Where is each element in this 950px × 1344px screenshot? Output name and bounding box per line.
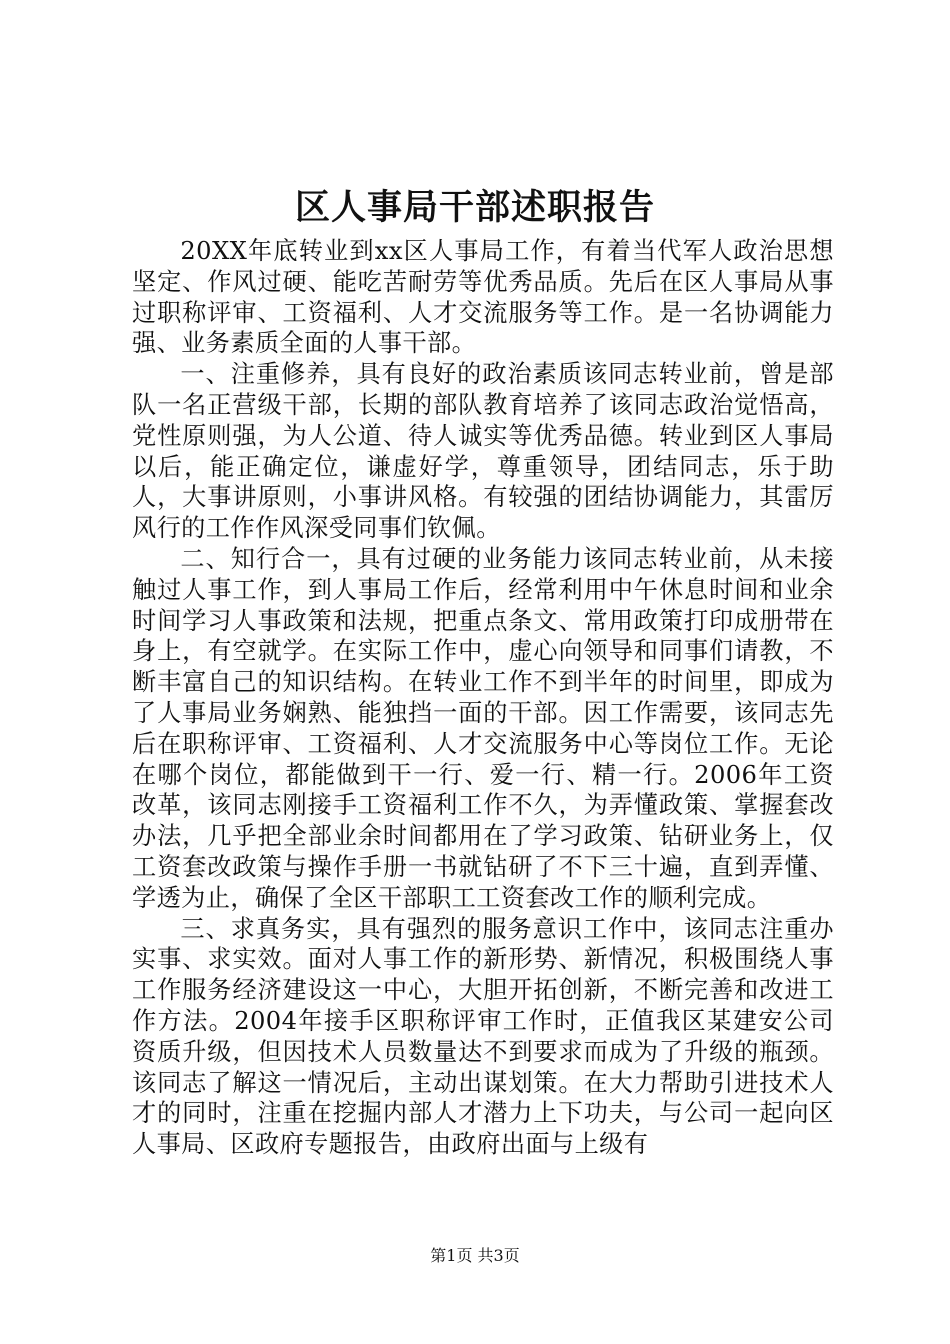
document-title: 区人事局干部述职报告	[294, 187, 655, 228]
document-body	[132, 236, 834, 1160]
paragraph-section-3: 三、求真务实，具有强烈的服务意识工作中，该同志注重办实事、求实效。面对人事工作的新形势、新情况，积极围绕人事工作服务经济建设这一中心，大胆开拓创新，不断完善和改进工作方法。2004年接手区职称评审工作时，正值我区某建安公司资质升级，但因技术人员数量达不到要求而成为了升级的瓶颈。该同志了解这一情况后，主动出谋划策。在大力帮助引进技术人才的同时，注重在挖掘内部人才潜力上下功夫，与公司一起向区人事局、区政府专题报告，由政府出面与上级有	[132, 914, 834, 1159]
paragraph-section-1: 一、注重修养，具有良好的政治素质该同志转业前，曾是部队一名正营级干部，长期的部队教育培养了该同志政治觉悟高，党性原则强，为人公道、待人诚实等优秀品德。转业到区人事局以后，能正确定位，谦虚好学，尊重领导，团结同志，乐于助人，大事讲原则，小事讲风格。有较强的团结协调能力，其雷厉风行的工作作风深受同事们钦佩。	[132, 360, 834, 543]
paragraph-section-2: 二、知行合一，具有过硬的业务能力该同志转业前，从未接触过人事工作，到人事局工作后，经常利用中午休息时间和业余时间学习人事政策和法规，把重点条文、常用政策打印成册带在身上，有空就学。在实际工作中，虚心向领导和同事们请教，不断丰富自己的知识结构。在转业工作不到半年的时间里，即成为了人事局业务娴熟、能独挡一面的干部。因工作需要，该同志先后在职称评审、工资福利、人才交流服务中心等岗位工作。无论在哪个岗位，都能做到干一行、爱一行、精一行。2006年工资改革，该同志刚接手工资福利工作不久，为弄懂政策、掌握套改办法，几乎把全部业余时间都用在了学习政策、钻研业务上，仅工资套改政策与操作手册一书就钻研了不下三十遍，直到弄懂、学透为止，确保了全区干部职工工资套改工作的顺利完成。	[132, 544, 834, 912]
paragraph-intro: 20XX年底转业到xx区人事局工作，有着当代军人政治思想坚定、作风过硬、能吃苦耐劳等优秀品质。先后在区人事局从事过职称评审、工资福利、人才交流服务等工作。是一名协调能力强、业务素质全面的人事干部。	[132, 237, 834, 358]
page-number-footer: 第1页 共3页	[430, 1246, 520, 1265]
